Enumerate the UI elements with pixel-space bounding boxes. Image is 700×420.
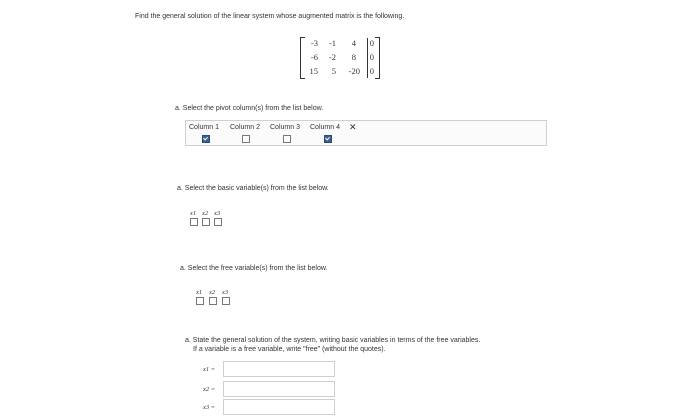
- pivot-column-chooser: [185, 120, 547, 146]
- basic-var-x2-checkbox[interactable]: [202, 218, 210, 226]
- matrix-cell: -6: [310, 52, 318, 62]
- free-question: a. Select the free variable(s) from the list below.: [180, 265, 328, 272]
- free-var-x2-checkbox[interactable]: [209, 297, 217, 305]
- general-instruction: If a variable is a free variable, write "free" (without the quotes).: [193, 346, 386, 353]
- matrix-cell: -3: [310, 38, 318, 48]
- basic-var-x3-checkbox[interactable]: [214, 218, 222, 226]
- column-2-checkbox[interactable]: [242, 135, 250, 143]
- matrix-cell: -2: [328, 52, 336, 62]
- column-4-label: Column 4: [310, 124, 340, 131]
- general-question: a. State the general solution of the system, writing basic variables in terms of the free variables.: [185, 337, 481, 344]
- matrix-cell: -20: [348, 66, 360, 76]
- matrix-cell: 8: [351, 52, 356, 62]
- basic-question: a. Select the basic variable(s) from the list below.: [177, 185, 329, 192]
- column-1-checkbox[interactable]: [202, 135, 210, 143]
- matrix-cell: 0: [369, 66, 374, 76]
- matrix-right-bracket: [375, 37, 380, 79]
- problem-prompt: Find the general solution of the linear system whose augmented matrix is the following.: [135, 13, 405, 20]
- x1-equals-label: x1 =: [203, 366, 216, 373]
- matrix-cell: 0: [369, 38, 374, 48]
- x3-equals-label: x3 =: [203, 404, 216, 411]
- close-icon[interactable]: ✕: [349, 122, 357, 132]
- free-var-x1-label: x1: [196, 289, 203, 296]
- column-2-label: Column 2: [230, 124, 260, 131]
- column-3-checkbox[interactable]: [283, 135, 291, 143]
- matrix-cell: 4: [351, 38, 356, 48]
- matrix-cell: 15: [309, 66, 318, 76]
- column-4-checkbox[interactable]: [324, 135, 332, 143]
- basic-var-x3-label: x3: [214, 210, 221, 217]
- matrix-cell: 5: [331, 66, 336, 76]
- free-var-x3-checkbox[interactable]: [222, 297, 230, 305]
- x2-answer-input[interactable]: [223, 381, 335, 397]
- x3-answer-input[interactable]: [223, 399, 335, 415]
- pivot-question: a. Select the pivot column(s) from the list below.: [175, 105, 324, 112]
- basic-var-x1-checkbox[interactable]: [190, 218, 198, 226]
- free-var-x2-label: x2: [209, 289, 216, 296]
- column-1-label: Column 1: [189, 124, 219, 131]
- x2-equals-label: x2 =: [203, 386, 216, 393]
- column-3-label: Column 3: [270, 124, 300, 131]
- basic-var-x1-label: x1: [190, 210, 197, 217]
- matrix-cell: 0: [369, 52, 374, 62]
- basic-var-x2-label: x2: [202, 210, 209, 217]
- x1-answer-input[interactable]: [223, 361, 335, 377]
- matrix-cell: -1: [328, 38, 336, 48]
- free-var-x3-label: x3: [222, 289, 229, 296]
- augmented-matrix: [300, 37, 380, 79]
- free-var-x1-checkbox[interactable]: [196, 297, 204, 305]
